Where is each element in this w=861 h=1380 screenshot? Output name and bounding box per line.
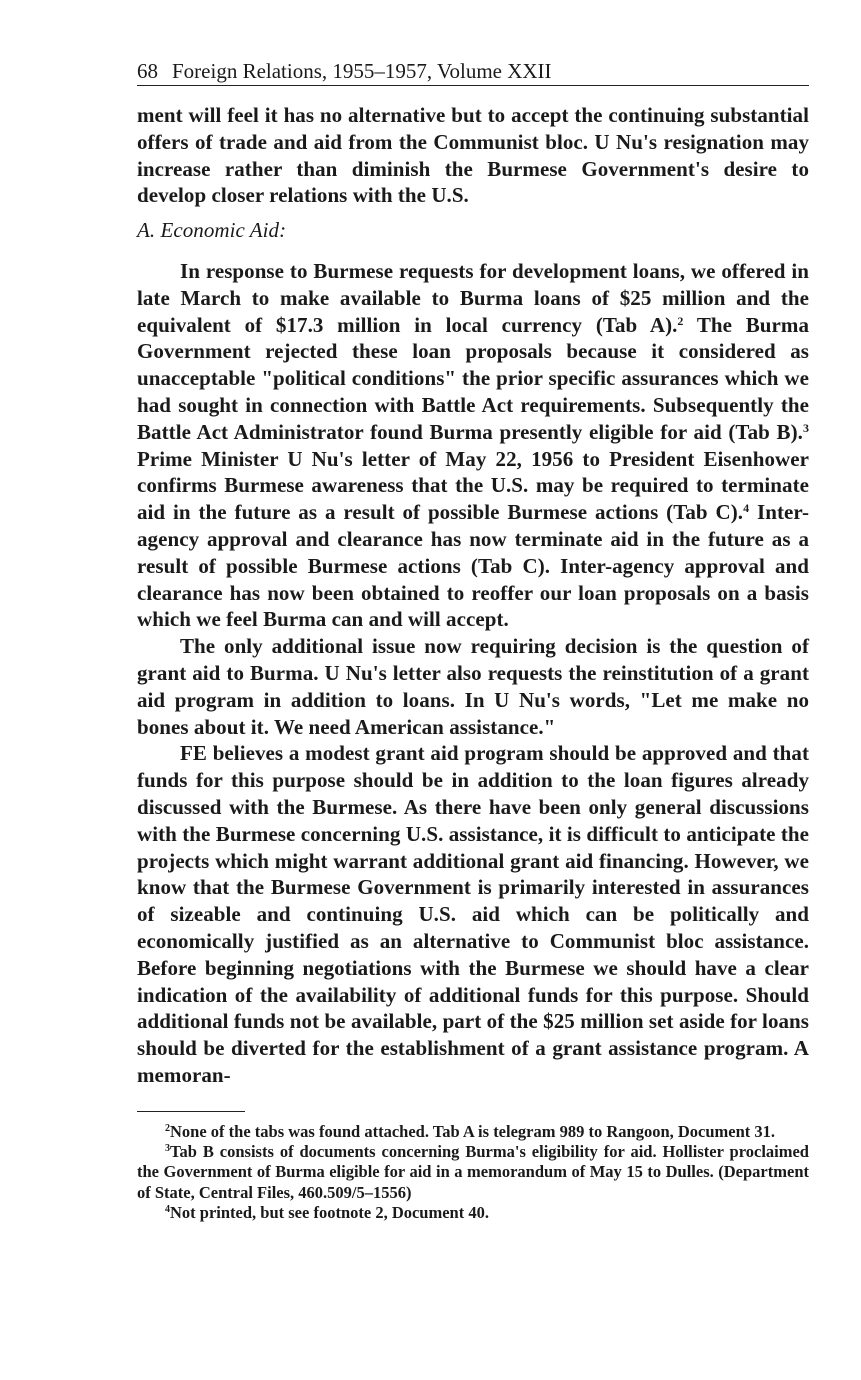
paragraph-fe-position: FE believes a modest grant aid program should be approved and that funds for this purpose should be in addition to the loan figures already discussed with the Burmese. As there have been only general discussions with the Burmese concerning U.S. assistance, it is difficult to anticipate the projects which might warrant additional grant aid financing. However, we know that the Burmese Government is primarily interested in assurances of sizeable and continuing U.S. aid which can be politically and economically justified as an alternative to Communist bloc assistance. Before beginning negotiations with the Burmese we should have a clear indication of the availability of additional funds for this purpose. Should additional funds not be available, part of the $25 million set aside for loans should be diverted for the establishment of a grant assistance program. A memoran- (137, 741, 809, 1087)
footnote-ref[interactable]: 2 (677, 313, 684, 328)
footnote-ref[interactable]: 4 (743, 501, 750, 516)
section-heading: A. Economic Aid: (137, 218, 287, 243)
footnote (137, 1142, 809, 1203)
paragraph-grant-aid-issue: The only additional issue now requiring decision is the question of grant aid to Burma. U Nu's letter also requests the reinstitution of a grant aid program in addition to loans. In U Nu's words, "Let me make no bones about it. We need American assistance." (137, 634, 809, 739)
document-page (137, 58, 809, 1223)
volume-title: Foreign Relations, 1955–1957, Volume XXII (172, 59, 552, 83)
paragraph-text: Prime Minister U Nu's letter of May 22, 1956 to President Eisenhower confirms Burmese awareness that the U.S. may be required to terminate aid in the future as a result of possible Burmese actions (Tab C). (137, 446, 809, 525)
footnote-marker: 3 (165, 1142, 170, 1154)
paragraph-text: Inter-agency approval and clearance has now terminate aid in the future as a result of possible Burmese actions (Tab C). Inter-agency approval and clearance has now been obtained to reoffer our loan proposals on a basis which we feel Burma can and will accept. (137, 500, 809, 632)
footnote (137, 1203, 809, 1223)
page-number: 68 (137, 59, 158, 83)
footnote-marker: 2 (165, 1122, 170, 1134)
footnotes (137, 1122, 809, 1223)
main-text (137, 102, 809, 1089)
running-header (137, 58, 809, 86)
footnote-ref[interactable]: 3 (802, 420, 809, 435)
paragraph-economic-aid (137, 258, 809, 633)
footnote-marker: 4 (165, 1203, 170, 1215)
footnote-divider (137, 1111, 245, 1112)
footnote (137, 1122, 809, 1142)
paragraph-continuation: ment will feel it has no alternative but to accept the continuing substantial offers of trade and aid from the Communist bloc. U Nu's resignation may increase rather than diminish the Burmese Government's desire to develop closer relations with the U.S. (137, 103, 809, 208)
footnote-text: Not printed, but see footnote 2, Document 40. (170, 1202, 489, 1222)
paragraph-text: The Burma Government rejected these loan proposals because it considered as unacceptable "political conditions" the prior specific assurances which we had sought in connection with Battle Act requirements. Subsequently the Battle Act Administrator found Burma presently eligible for aid (Tab B). (137, 312, 809, 444)
paragraph-text: In response to Burmese requests for development loans, we offered in late March to make available to Burma loans of $25 million and the equivalent of $17.3 million in local currency (Tab A). (137, 258, 809, 337)
footnote-text: None of the tabs was found attached. Tab A is telegram 989 to Rangoon, Document 31. (170, 1121, 776, 1141)
footnote-text: Tab B consists of documents concerning Burma's eligibility for aid. Hollister proclaimed the Government of Burma eligible for aid in a memorandum of May 15 to Dulles. (Department of State, Central Files, 460.509/5–1556) (137, 1141, 809, 1202)
